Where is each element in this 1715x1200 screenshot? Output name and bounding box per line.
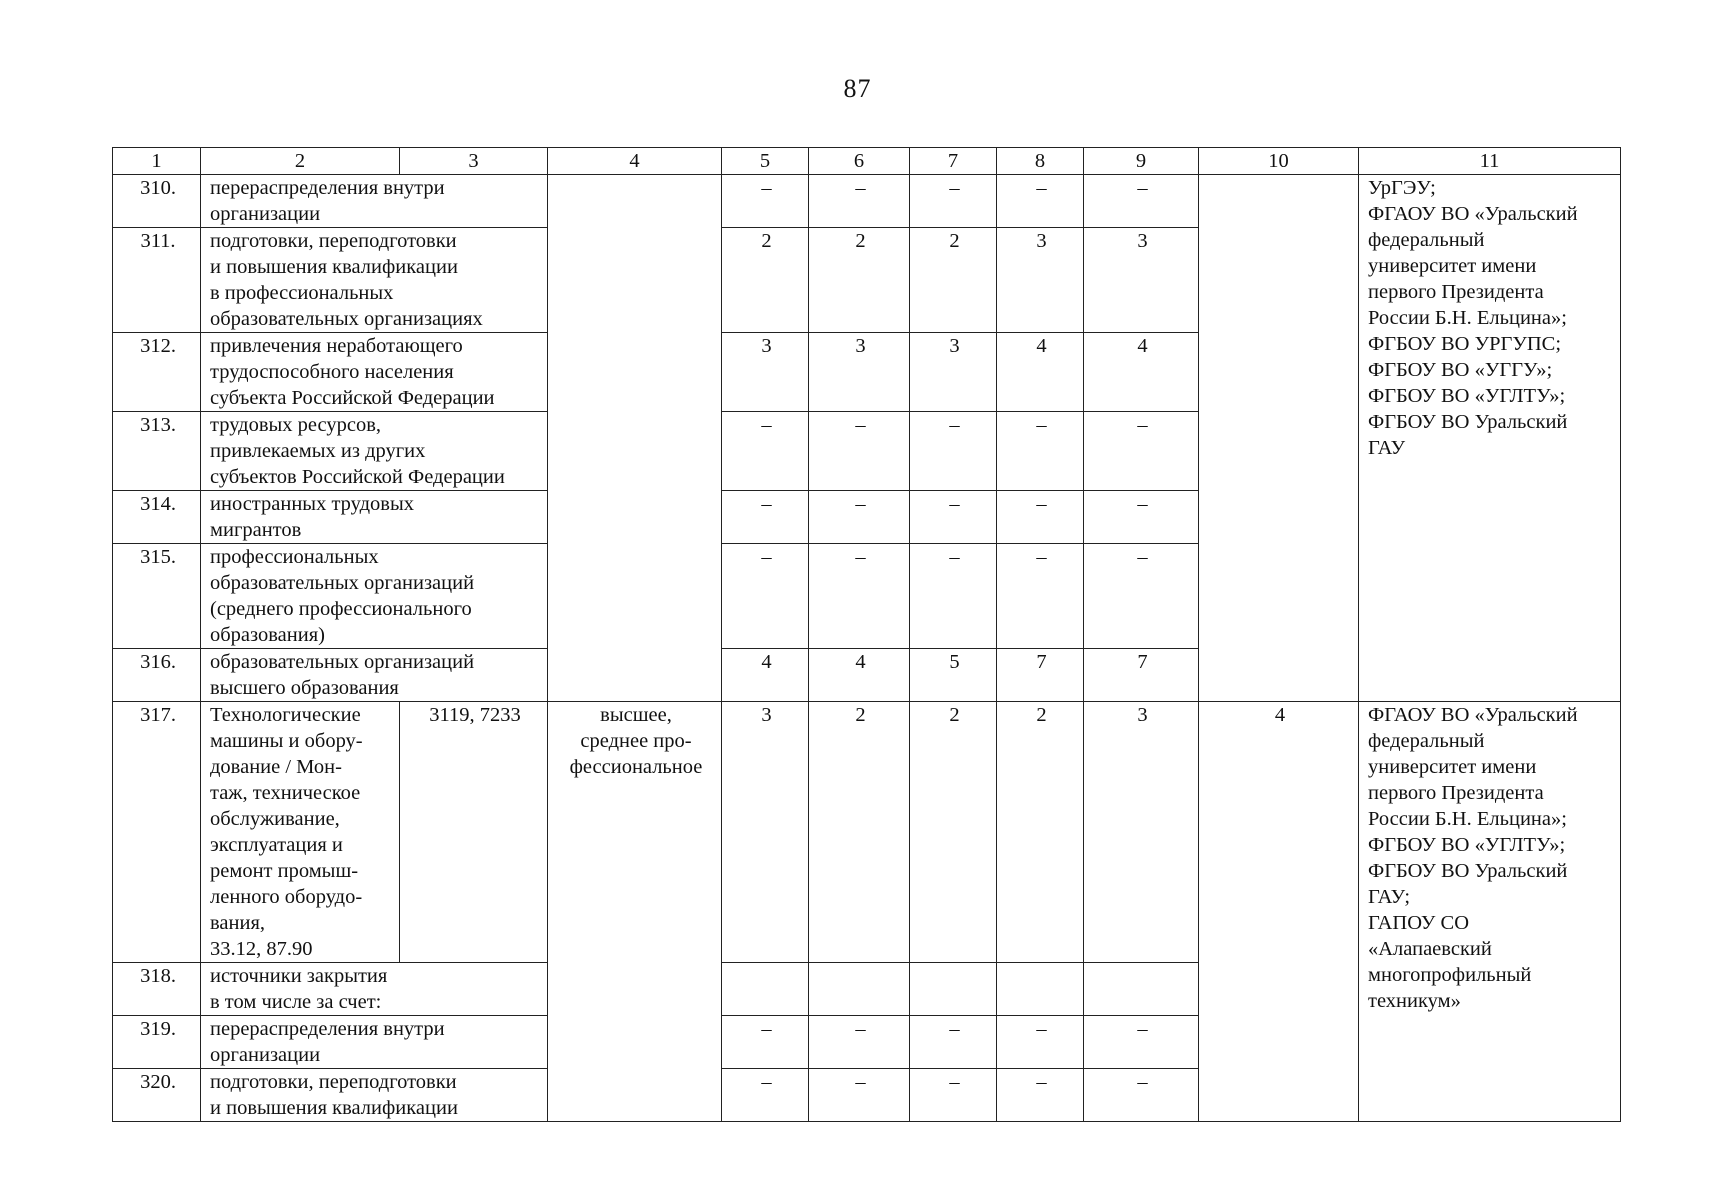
value-cell: 3 <box>1084 702 1199 963</box>
row-number: 320. <box>113 1069 201 1122</box>
value-cell: 4 <box>997 333 1084 412</box>
occupation-code: 3119, 7233 <box>400 702 548 963</box>
value-cell: – <box>1084 175 1199 228</box>
value-cell: – <box>1084 1016 1199 1069</box>
value-cell: – <box>722 544 809 649</box>
col10-value: 4 <box>1199 702 1359 1122</box>
value-cell: 3 <box>1084 228 1199 333</box>
column-header: 2 <box>201 148 400 175</box>
value-cell: 2 <box>910 702 997 963</box>
column-header: 11 <box>1359 148 1621 175</box>
institutions-list: ФГАОУ ВО «Уральский федеральный университет имени первого Президента России Б.Н. Ельцина»; ФГБОУ ВО «УГЛТУ»; ФГБОУ ВО Уральский ГАУ; ГАПОУ СО «Алапаевский многопрофильный техникум» <box>1359 702 1621 1122</box>
value-cell: 3 <box>910 333 997 412</box>
value-cell <box>910 963 997 1016</box>
value-cell: – <box>997 1069 1084 1122</box>
row-name: образовательных организаций высшего образования <box>201 649 548 702</box>
value-cell: – <box>910 1016 997 1069</box>
value-cell: – <box>910 1069 997 1122</box>
column-header: 8 <box>997 148 1084 175</box>
value-cell: 4 <box>1084 333 1199 412</box>
value-cell: – <box>809 175 910 228</box>
value-cell: 3 <box>997 228 1084 333</box>
column-header: 4 <box>548 148 722 175</box>
value-cell: – <box>809 412 910 491</box>
value-cell: – <box>1084 1069 1199 1122</box>
row-number: 314. <box>113 491 201 544</box>
value-cell <box>1084 963 1199 1016</box>
column-header: 9 <box>1084 148 1199 175</box>
row-name: перераспределения внутри организации <box>201 1016 548 1069</box>
value-cell: – <box>910 175 997 228</box>
value-cell: 5 <box>910 649 997 702</box>
column-header: 7 <box>910 148 997 175</box>
row-number: 317. <box>113 702 201 963</box>
value-cell: – <box>997 412 1084 491</box>
row-name: подготовки, переподготовки и повышения квалификации <box>201 1069 548 1122</box>
column-header-row <box>113 148 1621 175</box>
value-cell: – <box>809 491 910 544</box>
row-name: перераспределения внутри организации <box>201 175 548 228</box>
value-cell: – <box>722 412 809 491</box>
value-cell: – <box>997 1016 1084 1069</box>
value-cell: – <box>910 412 997 491</box>
value-cell: – <box>997 491 1084 544</box>
value-cell: – <box>722 491 809 544</box>
value-cell: 7 <box>997 649 1084 702</box>
column-header: 6 <box>809 148 910 175</box>
row-number: 311. <box>113 228 201 333</box>
value-cell: 4 <box>809 649 910 702</box>
value-cell: 3 <box>809 333 910 412</box>
table-row <box>113 175 1621 228</box>
col10-cell-empty <box>1199 175 1359 702</box>
page-number: 87 <box>843 74 872 103</box>
value-cell: – <box>910 544 997 649</box>
value-cell: 2 <box>910 228 997 333</box>
value-cell: – <box>1084 544 1199 649</box>
row-name: источники закрытия в том числе за счет: <box>201 963 548 1016</box>
value-cell: 2 <box>722 228 809 333</box>
value-cell: 2 <box>809 702 910 963</box>
row-number: 318. <box>113 963 201 1016</box>
row-number: 313. <box>113 412 201 491</box>
value-cell: – <box>722 1016 809 1069</box>
row-name: Технологические машины и обору- дование / Мон- таж, техническое обслуживание, эксплуатация и ремонт промыш- ленного оборудо- вания, 33.12, 87.90 <box>201 702 400 963</box>
column-header: 1 <box>113 148 201 175</box>
value-cell: – <box>809 1016 910 1069</box>
row-number: 315. <box>113 544 201 649</box>
row-number: 312. <box>113 333 201 412</box>
row-name: трудовых ресурсов, привлекаемых из других субъектов Российской Федерации <box>201 412 548 491</box>
institutions-list: УрГЭУ; ФГАОУ ВО «Уральский федеральный университет имени первого Президента России Б.Н. Ельцина»; ФГБОУ ВО УРГУПС; ФГБОУ ВО «УГГУ»; ФГБОУ ВО «УГЛТУ»; ФГБОУ ВО Уральский ГАУ <box>1359 175 1621 702</box>
value-cell: 2 <box>809 228 910 333</box>
value-cell: 2 <box>997 702 1084 963</box>
row-name: привлечения неработающего трудоспособного населения субъекта Российской Федерации <box>201 333 548 412</box>
row-number: 310. <box>113 175 201 228</box>
value-cell <box>809 963 910 1016</box>
value-cell <box>997 963 1084 1016</box>
value-cell: 3 <box>722 702 809 963</box>
value-cell: – <box>997 175 1084 228</box>
value-cell: 3 <box>722 333 809 412</box>
column-header: 5 <box>722 148 809 175</box>
value-cell: – <box>997 544 1084 649</box>
column-header: 3 <box>400 148 548 175</box>
row-number: 316. <box>113 649 201 702</box>
value-cell: – <box>1084 412 1199 491</box>
level-cell-empty <box>548 175 722 702</box>
value-cell <box>722 963 809 1016</box>
table-row <box>113 702 1621 963</box>
value-cell: – <box>809 1069 910 1122</box>
value-cell: 7 <box>1084 649 1199 702</box>
value-cell: – <box>809 544 910 649</box>
value-cell: – <box>722 1069 809 1122</box>
value-cell: 4 <box>722 649 809 702</box>
row-name: профессиональных образовательных организаций (среднего профессионального образования) <box>201 544 548 649</box>
column-header: 10 <box>1199 148 1359 175</box>
row-number: 319. <box>113 1016 201 1069</box>
value-cell: – <box>910 491 997 544</box>
row-name: подготовки, переподготовки и повышения квалификации в профессиональных образовательных организациях <box>201 228 548 333</box>
row-name: иностранных трудовых мигрантов <box>201 491 548 544</box>
value-cell: – <box>722 175 809 228</box>
education-level: высшее, среднее про- фессиональное <box>548 702 722 1122</box>
value-cell: – <box>1084 491 1199 544</box>
staffing-table <box>112 147 1621 1122</box>
